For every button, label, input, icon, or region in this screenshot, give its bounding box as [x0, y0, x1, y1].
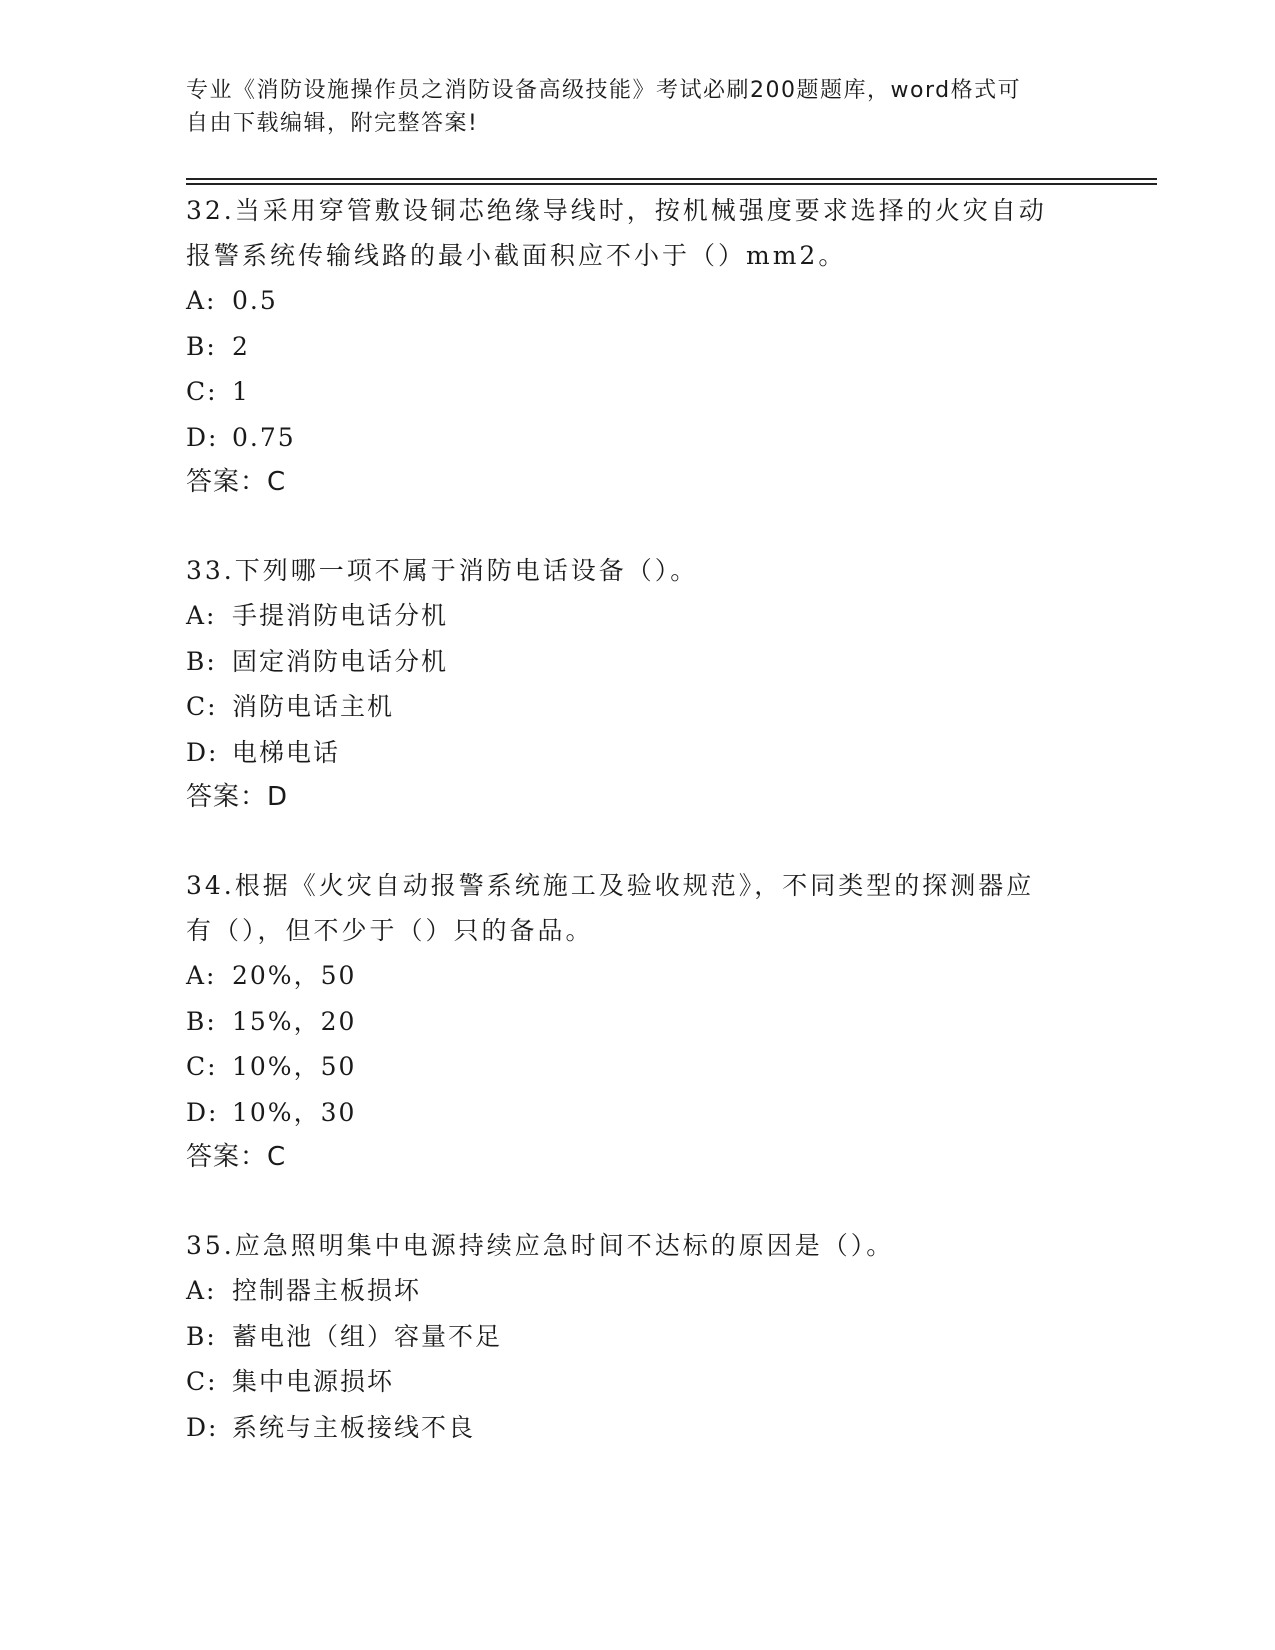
option-letter: C: — [186, 692, 218, 721]
question-stem-line: 34.根据《火灾自动报警系统施工及验收规范》，不同类型的探测器应 — [186, 871, 1035, 900]
option-d — [186, 415, 1086, 461]
option-text: 控制器主板损坏 — [232, 1276, 422, 1305]
answer-label: 答案：D — [186, 782, 289, 812]
option-text: 15%，20 — [232, 1006, 357, 1036]
option-text: 手提消防电话分机 — [232, 601, 449, 630]
question-stem-line: 35.应急照明集中电源持续应急时间不达标的原因是（）。 — [186, 1231, 895, 1260]
option-text: 消防电话主机 — [232, 692, 395, 721]
option-c — [186, 1359, 1086, 1405]
option-letter: A: — [186, 961, 217, 990]
option-letter: B: — [186, 1321, 217, 1351]
document-header — [186, 74, 1086, 140]
option-a — [186, 1268, 1086, 1314]
option-text: 固定消防电话分机 — [232, 646, 449, 676]
option-letter: C: — [186, 1052, 218, 1081]
option-letter: D: — [186, 737, 219, 767]
option-text: 0.5 — [232, 286, 278, 315]
question-stem-line: 33.下列哪一项不属于消防电话设备（）。 — [186, 556, 699, 585]
answer-label: 答案：C — [186, 467, 287, 497]
option-letter: D: — [186, 1412, 219, 1442]
option-text: 0.75 — [232, 422, 296, 452]
question-33 — [186, 548, 1086, 820]
option-letter: A: — [186, 1276, 217, 1305]
option-b — [186, 324, 1086, 370]
question-32 — [186, 188, 1086, 505]
option-c — [186, 684, 1086, 730]
option-letter: B: — [186, 1006, 217, 1036]
header-line-1: 专业《消防设施操作员之消防设备高级技能》考试必刷200题题库，word格式可 — [186, 78, 1022, 103]
option-b — [186, 1314, 1086, 1360]
option-b — [186, 999, 1086, 1045]
option-text: 1 — [232, 377, 250, 406]
header-divider-bottom — [186, 183, 1157, 185]
option-c — [186, 1044, 1086, 1090]
option-c — [186, 369, 1086, 415]
option-text: 系统与主板接线不良 — [232, 1412, 476, 1442]
question-35 — [186, 1223, 1086, 1450]
option-a — [186, 278, 1086, 324]
question-34 — [186, 863, 1086, 1180]
question-stem-line: 有（），但不少于（）只的备品。 — [186, 916, 594, 945]
option-b — [186, 639, 1086, 685]
option-d — [186, 1405, 1086, 1451]
option-letter: A: — [186, 601, 217, 630]
option-text: 蓄电池（组）容量不足 — [232, 1321, 503, 1351]
option-text: 10%，30 — [232, 1097, 357, 1127]
option-letter: C: — [186, 1367, 218, 1396]
option-letter: B: — [186, 646, 217, 676]
answer-label: 答案：C — [186, 1142, 287, 1172]
option-a — [186, 953, 1086, 999]
header-line-2: 自由下载编辑，附完整答案! — [186, 111, 479, 136]
option-letter: D: — [186, 1097, 219, 1127]
option-text: 10%，50 — [232, 1052, 357, 1081]
option-text: 2 — [232, 331, 250, 361]
option-text: 电梯电话 — [232, 737, 341, 767]
option-d — [186, 1090, 1086, 1136]
option-letter: C: — [186, 377, 218, 406]
option-text: 20%，50 — [232, 961, 357, 990]
option-letter: A: — [186, 286, 217, 315]
question-stem-line: 32.当采用穿管敷设铜芯绝缘导线时，按机械强度要求选择的火灾自动 — [186, 196, 1047, 225]
header-divider-top — [186, 178, 1157, 180]
option-d — [186, 730, 1086, 776]
option-letter: B: — [186, 331, 217, 361]
option-text: 集中电源损坏 — [232, 1367, 395, 1396]
option-letter: D: — [186, 422, 219, 452]
question-stem-line: 报警系统传输线路的最小截面积应不小于（）mm2。 — [186, 241, 847, 270]
option-a — [186, 593, 1086, 639]
